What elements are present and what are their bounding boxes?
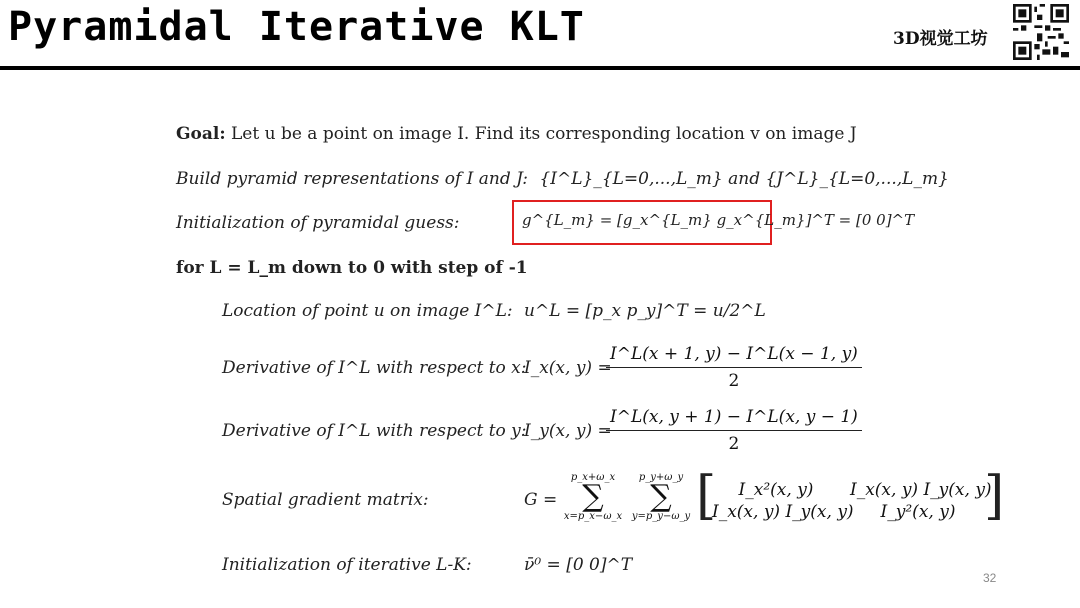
dx-fraction: [606, 344, 862, 391]
dy-label: Derivative of I^L with respect to y:: [222, 421, 527, 441]
build-line: [176, 169, 949, 189]
sigma-x-icon: ∑: [582, 479, 604, 514]
sum-x-lower: x=p_x−ω_x: [563, 511, 623, 522]
left-bracket-icon: [: [696, 466, 717, 526]
right-bracket-icon: ]: [984, 466, 1005, 526]
build-math: {I^L}_{L=0,...,L_m} and {J^L}_{L=0,...,L_m}: [539, 169, 949, 189]
sum-y: [628, 472, 694, 522]
loc-label: Location of point u on image I^L:: [222, 301, 513, 321]
header-divider: [0, 66, 1080, 70]
dx-numerator: I^L(x + 1, y) − I^L(x − 1, y): [606, 344, 862, 368]
matrix-cell-12: I_x(x, y) I_y(x, y): [850, 480, 992, 500]
iter-label: Initialization of iterative L-K:: [222, 555, 472, 575]
matrix-cell-21: I_x(x, y) I_y(x, y): [712, 502, 854, 522]
iter-math: ν̄⁰ = [0 0]^T: [524, 555, 633, 575]
dy-fraction: [606, 407, 862, 454]
goal-line: [176, 124, 857, 144]
page-number: 32: [983, 571, 997, 585]
loc-math: u^L = [p_x p_y]^T = u/2^L: [524, 301, 766, 321]
matrix-cell-22: I_y²(x, y): [880, 502, 956, 522]
dx-denominator: 2: [728, 371, 740, 391]
sigma-y-icon: ∑: [650, 479, 672, 514]
goal-label: Goal:: [176, 124, 226, 144]
dx-label: Derivative of I^L with respect to x:: [222, 358, 527, 378]
init-label: Initialization of pyramidal guess:: [176, 213, 460, 233]
qr-code-icon: [1013, 4, 1069, 60]
grad-label: Spatial gradient matrix:: [222, 490, 429, 510]
sum-y-lower: y=p_y−ω_y: [631, 511, 691, 522]
build-label: Build pyramid representations of I and J:: [176, 169, 529, 189]
for-line: for L = L_m down to 0 with step of -1: [176, 258, 528, 278]
dy-lhs: I_y(x, y) =: [524, 421, 612, 441]
dy-numerator: I^L(x, y + 1) − I^L(x, y − 1): [606, 407, 862, 431]
goal-text: Let u be a point on image I. Find its corresponding location v on image J: [231, 124, 857, 144]
dy-denominator: 2: [728, 434, 740, 454]
init-math: g^{L_m} = [g_x^{L_m} g_x^{L_m}]^T = [0 0]^T: [522, 211, 915, 229]
sum-x-upper: p_x+ω_x: [570, 472, 616, 483]
grad-lhs: G =: [524, 490, 558, 510]
slide-title: Pyramidal Iterative KLT: [8, 4, 585, 50]
matrix-cell-11: I_x²(x, y): [738, 480, 814, 500]
dx-lhs: I_x(x, y) =: [524, 358, 612, 378]
sum-x: [560, 472, 626, 522]
brand-label: 3D视觉工坊: [893, 29, 988, 49]
sum-y-upper: p_y+ω_y: [638, 472, 684, 483]
